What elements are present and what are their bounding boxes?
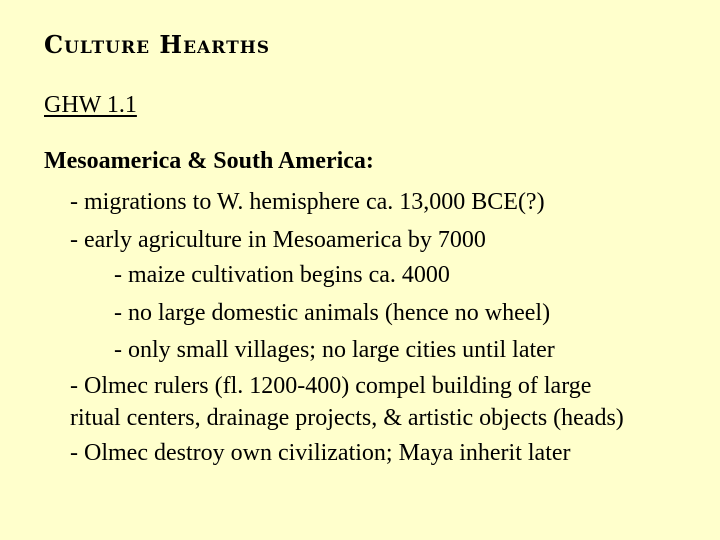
sub-bullet-line: - maize cultivation begins ca. 4000 <box>114 262 450 288</box>
slide-title: Culture Hearths <box>44 30 271 59</box>
sub-bullet-line: - no large domestic animals (hence no wheel) <box>114 300 551 326</box>
section-heading: Mesoamerica & South America: <box>44 148 374 174</box>
slide-subtitle: GHW 1.1 <box>44 92 137 118</box>
bullet-line: - early agriculture in Mesoamerica by 7000 <box>70 227 486 253</box>
bullet-line: - Olmec rulers (fl. 1200-400) compel building of large <box>70 373 592 399</box>
bullet-line: - Olmec destroy own civilization; Maya inherit later <box>70 440 571 466</box>
sub-bullet-line: - only small villages; no large cities until later <box>114 337 555 363</box>
bullet-continuation-line: ritual centers, drainage projects, & artistic objects (heads) <box>70 405 624 431</box>
bullet-line: - migrations to W. hemisphere ca. 13,000 BCE(?) <box>70 189 545 215</box>
